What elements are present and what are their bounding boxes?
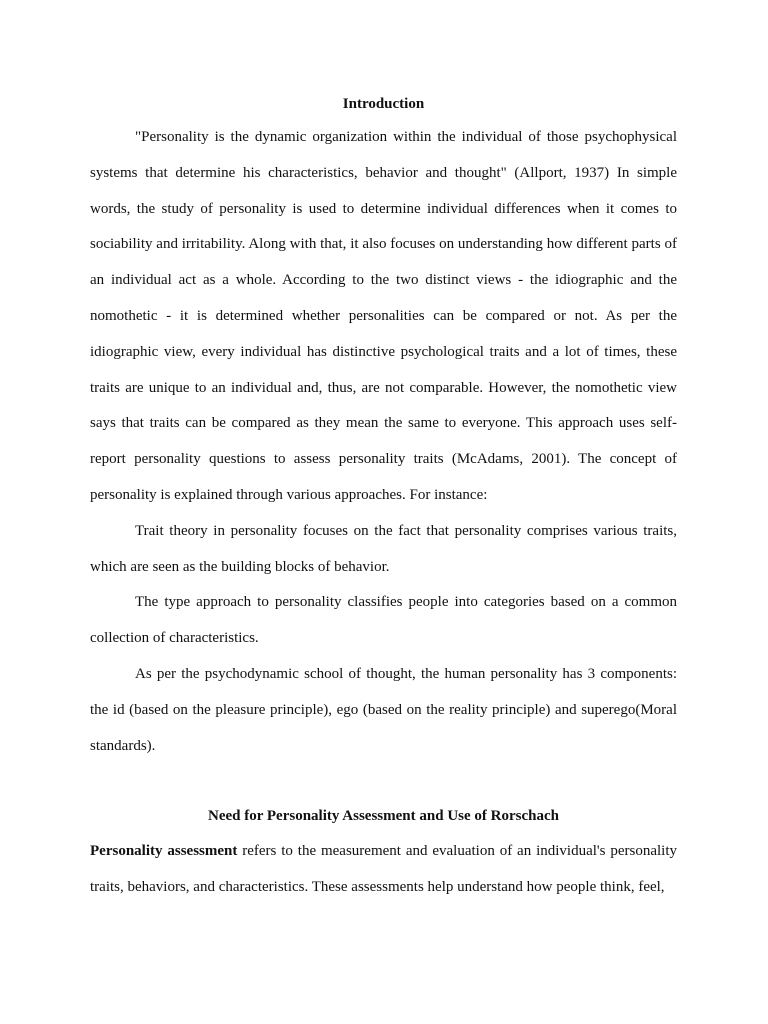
intro-paragraph-2: Trait theory in personality focuses on the fact that personality comprises various traits, which are seen as the building blocks of behavior. bbox=[90, 522, 677, 575]
section2-heading: Need for Personality Assessment and Use of Rorschach bbox=[208, 808, 559, 824]
introduction-heading: Introduction bbox=[342, 96, 425, 112]
intro-paragraph-1: "Personality is the dynamic organization within the individual of those psychophysical systems that determine his characteristics, behavior and thought" (Allport, 1937) In simple words, the study of personality is used to determine individual differences when it comes to sociability and irritability. Along with that, it also focuses on understanding how different parts of an individual act as a whole. According to the two distinct views - the idiographic and the nomothetic - it is determined whether personalities can be compared or not. As per the idiographic view, every individual has distinctive psychological traits and a lot of times, these traits are unique to an individual and, thus, are not comparable. However, the nomothetic view says that traits can be compared as they mean the same to everyone. This approach uses self-report personality questions to assess personality traits (McAdams, 2001). The concept of personality is explained through various approaches. For instance: bbox=[90, 129, 677, 503]
introduction-body bbox=[90, 120, 677, 764]
section2-term: Personality assessment bbox=[90, 843, 238, 859]
section2-heading-block bbox=[90, 806, 677, 826]
section2-body bbox=[90, 834, 677, 906]
section2-text: refers to the measurement and evaluation of an individual's personality traits, behaviors, and characteristics. These assessments help understand how people think, feel, bbox=[90, 843, 677, 895]
section2-paragraph bbox=[90, 834, 677, 906]
introduction-heading-block bbox=[90, 94, 677, 114]
intro-paragraph-3: The type approach to personality classifies people into categories based on a common collection of characteristics. bbox=[90, 594, 677, 647]
intro-paragraph-4: As per the psychodynamic school of thought, the human personality has 3 components: the id (based on the pleasure principle), ego (based on the reality principle) and superego(Moral standards). bbox=[90, 665, 677, 754]
